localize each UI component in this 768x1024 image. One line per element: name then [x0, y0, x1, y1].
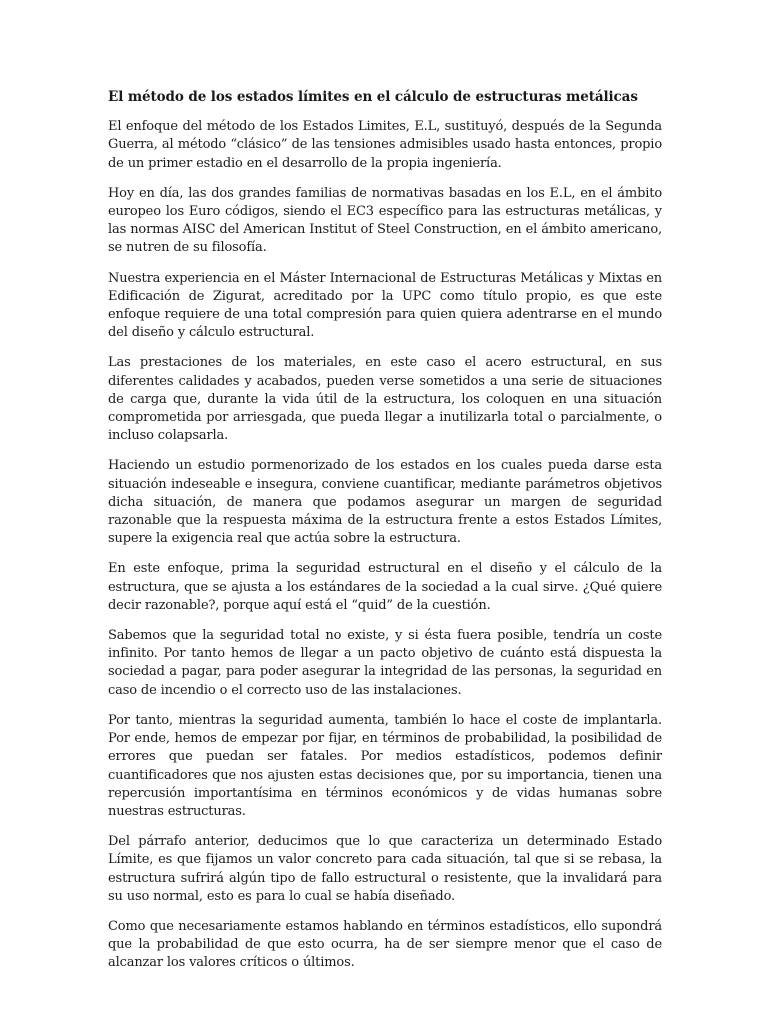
document-page: [108, 88, 662, 985]
paragraph-10: Como que necesariamente estamos hablando en términos estadísticos, ello supondrá que la probabilidad de que esto ocurra, ha de ser siempre menor que el caso de alcanzar los valores críticos o últimos.: [108, 918, 662, 971]
paragraph-8: Por tanto, mientras la seguridad aumenta, también lo hace el coste de implantarla. Por ende, hemos de empezar por fijar, en términos de probabilidad, la posibilidad de errores que puedan ser fatales. Por medios estadísticos, podemos definir cuantificadores que nos ajusten estas decisiones que, por su importancia, tienen una repercusión importantísima en términos económicos y de vidas humanas sobre nuestras estructuras.: [108, 712, 662, 819]
paragraph-4: Las prestaciones de los materiales, en este caso el acero estructural, en sus diferentes calidades y acabados, pueden verse sometidos a una serie de situaciones de carga que, durante la vida útil de la estructura, los coloquen en una situación comprometida por arriesgada, que pueda llegar a inutilizarla total o parcialmente, o incluso colapsarla.: [108, 355, 662, 444]
paragraph-2: Hoy en día, las dos grandes familias de normativas basadas en los E.L, en el ámbito europeo los Euro códigos, siendo el EC3 específico para las estructuras metálicas, y las normas AISC del American Institut of Steel Construction, en el ámbito americano, se nutren de su filosofía.: [108, 185, 662, 256]
paragraph-1: El enfoque del método de los Estados Limites, E.L, sustituyó, después de la Segunda Guerra, al método “clásico” de las tensiones admisibles usado hasta entonces, propio de un primer estadio en el desarrollo de la propia ingeniería.: [108, 119, 662, 171]
paragraph-7: Sabemos que la seguridad total no existe, y si ésta fuera posible, tendría un coste infinito. Por tanto hemos de llegar a un pacto objetivo de cuánto está dispuesta la sociedad a pagar, para poder asegurar la integridad de las personas, la seguridad en caso de incendio o el correcto uso de las instalaciones.: [108, 628, 662, 698]
paragraph-6: En este enfoque, prima la seguridad estructural en el diseño y el cálculo de la estructura, que se ajusta a los estándares de la sociedad a la cual sirve. ¿Qué quiere decir razonable?, porque aquí está el “quid” de la cuestión.: [108, 561, 662, 613]
paragraph-5: Haciendo un estudio pormenorizado de los estados en los cuales pueda darse esta situación indeseable e insegura, conviene cuantificar, mediante parámetros objetivos dicha situación, de manera que podamos asegurar un margen de seguridad razonable que la respuesta máxima de la estructura frente a estos Estados Límites, supere la exigencia real que actúa sobre la estructura.: [108, 458, 662, 547]
paragraph-9: Del párrafo anterior, deducimos que lo que caracteriza un determinado Estado Límite, es que fijamos un valor concreto para cada situación, tal que si se rebasa, la estructura sufrirá algún tipo de fallo estructural o resistente, que la invalidará para su uso normal, esto es para lo cual se había diseñado.: [108, 834, 662, 904]
document-title: El método de los estados límites en el cálculo de estructuras metálicas: [108, 89, 638, 105]
paragraph-3: Nuestra experiencia en el Máster Internacional de Estructuras Metálicas y Mixtas en Edificación de Zigurat, acreditado por la UPC como título propio, es que este enfoque requiere de una total compresión para quien quiera adentrarse en el mundo del diseño y cálculo estructural.: [108, 270, 662, 341]
